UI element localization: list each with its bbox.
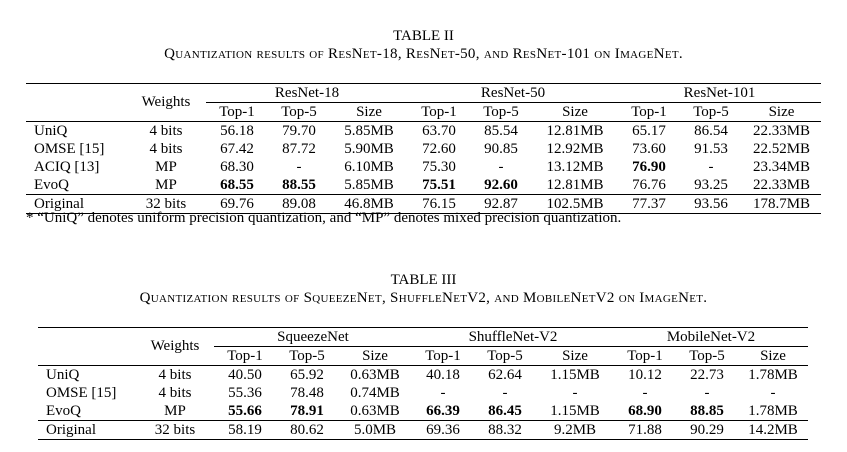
table-cell: 22.52MB [752,140,811,157]
table-cell: 22.33MB [752,176,811,193]
table-cell: 76.15 [408,195,470,214]
table-cell: 93.56 [680,195,742,214]
table-cell: 5.90MB [344,140,394,157]
table-cell: 1.15MB [536,366,614,385]
table-cell: 0.63MB [350,402,400,419]
table-cell: 69.76 [206,195,268,214]
table-cell: 93.25 [694,176,728,193]
subheader: Size [562,347,588,364]
subheader: Top-5 [289,347,325,364]
table-cell: - [498,158,504,175]
table-cell: - [502,384,508,401]
subheader: Size [356,103,382,120]
table-cell: 78.48 [290,384,324,401]
table-cell: 58.19 [214,421,276,440]
table-cell: 90.29 [676,421,738,440]
table-cell: 75.51 [422,176,456,193]
row-weights: 4 bits [126,122,206,141]
table-cell: 76.90 [632,158,666,175]
subheader: Top-1 [227,347,263,364]
subheader: Top-1 [421,103,457,120]
subheader: Top-5 [693,103,729,120]
subheader: Size [768,103,795,120]
table-cell: 10.12 [614,366,676,385]
row-weights: 32 bits [126,195,206,214]
table-cell: 67.42 [220,140,254,157]
table-row [26,176,821,195]
table-cell: 72.60 [422,140,456,157]
table2-note: * “UniQ” denotes uniform precision quantization, and “MP” denotes mixed precision quantization. [26,210,622,226]
table-cell: 69.36 [412,421,474,440]
subheader: Size [562,103,588,120]
table-cell: 9.2MB [536,421,614,440]
table-cell: 0.74MB [350,384,400,401]
table-cell: 5.85MB [344,176,394,193]
table-row [38,402,808,421]
row-method-name: UniQ [38,366,136,385]
table-cell: - [296,158,302,175]
group-header: ResNet-101 [618,84,821,103]
subheader: Top-1 [425,347,461,364]
table-cell: 6.10MB [344,158,394,175]
table-cell: 79.70 [268,122,330,141]
weights-header: Weights [136,328,214,366]
table2-label: TABLE II [393,28,454,44]
subheader: Top-5 [689,347,725,364]
table-cell: 88.32 [474,421,536,440]
row-method-name: Original [38,421,136,440]
table-row [26,122,821,141]
subheader: Top-1 [631,103,667,120]
table-cell: 77.37 [618,195,680,214]
table-row [26,158,821,176]
row-method-name: ACIQ [13] [34,158,100,175]
table-cell: 88.55 [282,176,316,193]
group-header: MobileNet-V2 [614,328,808,347]
table-cell: 86.54 [680,122,742,141]
row-weights: MP [164,402,186,419]
table-cell: 68.90 [628,402,662,419]
row-weights: MP [155,158,177,175]
table-cell: 102.5MB [532,195,618,214]
table-cell: 65.92 [276,366,338,385]
table-cell: 87.72 [282,140,316,157]
table-cell: 1.78MB [748,402,798,419]
table2-title: Quantization results of ResNet-18, ResNet-50, and ResNet-101 on ImageNet. [164,46,683,62]
table-cell: 68.30 [220,158,254,175]
table-cell: 86.45 [488,402,522,419]
table-cell: 0.63MB [338,366,412,385]
table-cell: 80.62 [276,421,338,440]
table-cell: 92.60 [484,176,518,193]
table-cell: 22.33MB [742,122,821,141]
table3-label: TABLE III [390,272,457,288]
subheader: Size [760,347,786,364]
table-cell: 23.34MB [752,158,811,175]
table-cell: - [770,384,776,401]
table-cell: 71.88 [614,421,676,440]
table-cell: 66.39 [426,402,460,419]
table-cell: 76.76 [632,176,666,193]
table-cell: 68.55 [220,176,254,193]
table-cell: 12.92MB [546,140,604,157]
table-cell: 13.12MB [546,158,604,175]
table-cell: 65.17 [618,122,680,141]
subheader: Top-1 [627,347,663,364]
table-row [38,384,808,402]
table-cell: 63.70 [408,122,470,141]
table-row [38,366,808,385]
table-cell: - [642,384,648,401]
table-cell: 90.85 [484,140,518,157]
weights-header: Weights [126,84,206,122]
table-cell: - [704,384,710,401]
row-method-name: OMSE [15] [46,384,117,401]
row-method-name: UniQ [26,122,126,141]
row-weights: 32 bits [136,421,214,440]
table-cell: 40.18 [412,366,474,385]
subheader: Top-5 [487,347,523,364]
table-cell: - [708,158,714,175]
table-cell: 62.64 [474,366,536,385]
subheader: Top-5 [483,103,519,120]
table-cell: 56.18 [206,122,268,141]
row-weights: 4 bits [158,384,192,401]
table-cell: 12.81MB [546,176,604,193]
table-cell: - [440,384,446,401]
table-cell: 40.50 [214,366,276,385]
table-row [26,140,821,158]
table-cell: 89.08 [268,195,330,214]
table3 [38,327,808,440]
table-cell: 5.85MB [330,122,408,141]
table-cell: 178.7MB [742,195,821,214]
table-cell: 91.53 [694,140,728,157]
row-method-name: Original [26,195,126,214]
table-cell: 73.60 [632,140,666,157]
table-cell: 75.30 [422,158,456,175]
table2 [26,83,821,214]
table-cell: 85.54 [470,122,532,141]
table-cell: 1.15MB [550,402,600,419]
group-header: ShuffleNet-V2 [412,328,614,347]
table-cell: 14.2MB [738,421,808,440]
row-method-name: OMSE [15] [34,140,105,157]
table-cell: 88.85 [690,402,724,419]
table-cell: 55.36 [228,384,262,401]
table-cell: 22.73 [676,366,738,385]
row-method-name: EvoQ [46,402,81,419]
table-row [38,421,808,440]
group-header: ResNet-50 [408,84,618,103]
table-cell: 5.0MB [338,421,412,440]
table-cell: 46.8MB [330,195,408,214]
table-cell: 12.81MB [532,122,618,141]
subheader: Size [362,347,388,364]
row-weights: 4 bits [149,140,183,157]
group-header: ResNet-18 [206,84,408,103]
table-cell: 1.78MB [738,366,808,385]
subheader: Top-5 [281,103,317,120]
subheader: Top-1 [219,103,255,120]
table-cell: 92.87 [470,195,532,214]
table-cell: 78.91 [290,402,324,419]
group-header: SqueezeNet [214,328,412,347]
table3-title: Quantization results of SqueezeNet, ShuffleNetV2, and MobileNetV2 on ImageNet. [139,290,708,306]
table-cell: - [572,384,578,401]
table-cell: 55.66 [228,402,262,419]
row-weights: MP [155,176,177,193]
row-weights: 4 bits [136,366,214,385]
row-method-name: EvoQ [34,176,69,193]
